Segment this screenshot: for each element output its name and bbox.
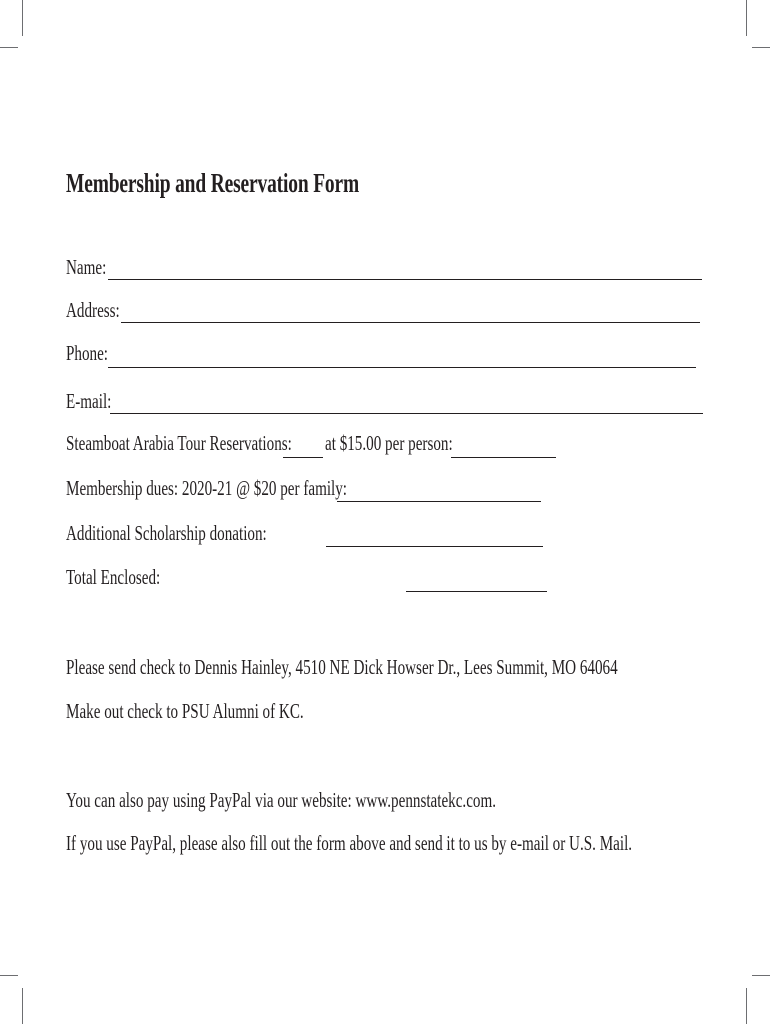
- crop-mark-bottom-left-horizontal: [0, 975, 18, 976]
- crop-mark-bottom-right-vertical: [746, 988, 747, 1024]
- crop-mark-top-right-vertical: [746, 0, 747, 36]
- tour-label-a: Steamboat Arabia Tour Reservations:: [66, 431, 292, 455]
- form-title: Membership and Reservation Form: [66, 168, 360, 198]
- address-field-line[interactable]: [121, 322, 700, 323]
- name-label: Name:: [66, 255, 107, 279]
- tour-row: [66, 431, 706, 461]
- name-row: [66, 255, 706, 285]
- name-field-line[interactable]: [108, 279, 702, 280]
- total-label: Total Enclosed:: [66, 565, 161, 589]
- paypal-text: You can also pay using PayPal via our website: www.pennstatekc.com.: [66, 788, 497, 812]
- email-row: [66, 389, 706, 419]
- scholarship-label: Additional Scholarship donation:: [66, 521, 267, 545]
- phone-label: Phone:: [66, 341, 109, 365]
- payable-to-text: Make out check to PSU Alumni of KC.: [66, 699, 304, 723]
- email-field-line[interactable]: [110, 413, 703, 414]
- send-check-text: Please send check to Dennis Hainley, 4510 NE Dick Howser Dr., Lees Summit, MO 64064: [66, 655, 618, 679]
- email-label: E-mail:: [66, 389, 112, 413]
- phone-field-line[interactable]: [108, 367, 696, 368]
- crop-mark-bottom-left-vertical: [22, 988, 23, 1024]
- address-label: Address:: [66, 298, 120, 322]
- tour-label-b: at $15.00 per person:: [325, 431, 453, 455]
- total-amount-line[interactable]: [406, 591, 547, 592]
- address-row: [66, 298, 706, 328]
- paypal-note-text: If you use PayPal, please also fill out the form above and send it to us by e-mail or U.S. Mail.: [66, 831, 633, 855]
- crop-mark-top-right-horizontal: [752, 47, 770, 48]
- dues-label: Membership dues: 2020-21 @ $20 per family:: [66, 476, 348, 500]
- crop-mark-top-left-vertical: [22, 0, 23, 36]
- total-row: [66, 565, 706, 595]
- tour-quantity-line[interactable]: [283, 457, 323, 458]
- dues-amount-line[interactable]: [337, 501, 541, 502]
- crop-mark-bottom-right-horizontal: [752, 975, 770, 976]
- scholarship-amount-line[interactable]: [326, 546, 543, 547]
- crop-mark-top-left-horizontal: [0, 47, 18, 48]
- tour-amount-line[interactable]: [451, 457, 556, 458]
